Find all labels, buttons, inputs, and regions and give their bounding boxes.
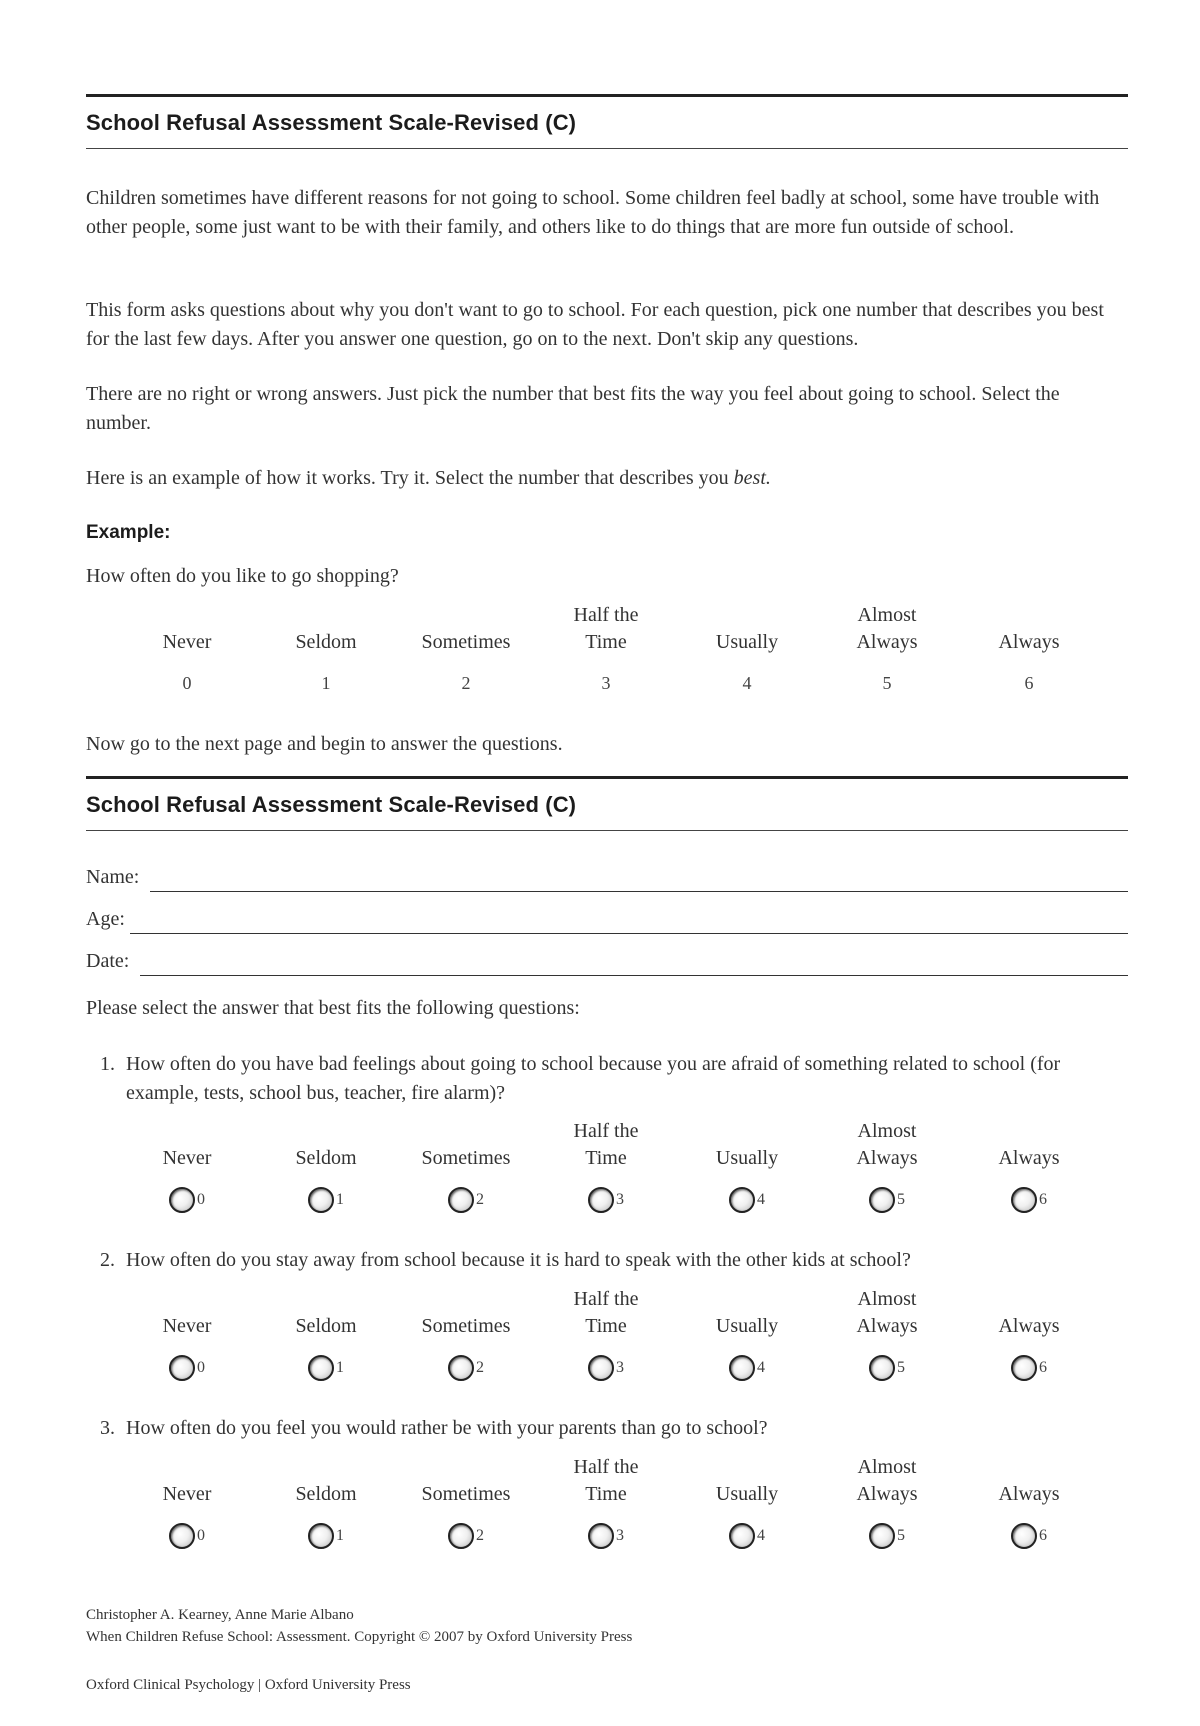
scale-label-line1: Half the	[573, 1456, 639, 1478]
scale-option-3	[531, 1286, 681, 1381]
radio-option[interactable]	[672, 1186, 822, 1213]
radio-value: 2	[476, 1359, 484, 1376]
scale-label-line2: Time	[585, 1315, 627, 1337]
radio-value: 3	[616, 1191, 624, 1208]
question-2-radio-2[interactable]	[448, 1355, 474, 1381]
scale-option-2	[391, 1118, 541, 1213]
question-1-number: 1.	[100, 1053, 115, 1075]
question-3-radio-1[interactable]	[308, 1523, 334, 1549]
date-field-row	[86, 950, 1128, 980]
scale-label-line1: Half the	[573, 1120, 639, 1142]
scale-label	[251, 1454, 401, 1508]
radio-option[interactable]	[954, 1522, 1104, 1549]
scale-option-2	[391, 602, 541, 697]
question-3-radio-5[interactable]	[869, 1523, 895, 1549]
scale-label	[812, 1454, 962, 1508]
radio-value: 6	[1039, 1359, 1047, 1376]
scale-label-line2: Sometimes	[421, 631, 511, 653]
scale-label-line2: Sometimes	[421, 1315, 511, 1337]
scale-option-6	[954, 602, 1104, 697]
question-3-radio-6[interactable]	[1011, 1523, 1037, 1549]
section-title: School Refusal Assessment Scale-Revised (C)	[86, 110, 577, 135]
radio-option[interactable]	[531, 1522, 681, 1549]
intro-paragraph-4-text: Here is an example of how it works. Try it. Select the number that describes you	[86, 467, 734, 489]
radio-option[interactable]	[672, 1354, 822, 1381]
scale-label-line2: Time	[585, 631, 627, 653]
example-scale	[86, 602, 1128, 722]
question-3	[86, 1414, 1128, 1444]
scale-label	[391, 1118, 541, 1172]
intro-paragraph-1: Children sometimes have different reasons for not going to school. Some children feel badly at school, some have trouble with other people, some just want to be with their family, and others like to do things that are more fun outside of school.	[86, 187, 1100, 238]
radio-value: 5	[897, 1527, 905, 1544]
scale-option-6	[954, 1286, 1104, 1381]
question-2-radio-6[interactable]	[1011, 1355, 1037, 1381]
example-question: How often do you like to go shopping?	[86, 565, 399, 587]
scale-label	[251, 1286, 401, 1340]
section2-top-rule	[86, 776, 1128, 779]
question-3-radio-3[interactable]	[588, 1523, 614, 1549]
radio-option[interactable]	[954, 1354, 1104, 1381]
scale-option-2	[391, 1286, 541, 1381]
scale-label-line2: Time	[585, 1483, 627, 1505]
radio-option[interactable]	[112, 1354, 262, 1381]
date-label: Date:	[86, 950, 130, 972]
radio-option[interactable]	[112, 1522, 262, 1549]
scale-label-line2: Sometimes	[421, 1147, 511, 1169]
example-label: Example:	[86, 522, 171, 543]
name-field-row	[86, 866, 1128, 896]
scale-option-1	[251, 1118, 401, 1213]
scale-label-line2: Usually	[715, 631, 779, 653]
radio-option[interactable]	[391, 1522, 541, 1549]
scale-option-0	[112, 1118, 262, 1213]
scale-label	[531, 1118, 681, 1172]
scale-option-0	[112, 1454, 262, 1549]
radio-option[interactable]	[251, 1186, 401, 1213]
scale-option-1	[251, 1286, 401, 1381]
intro-paragraph-4	[86, 464, 1128, 493]
scale-label-line1: Almost	[857, 1120, 917, 1142]
scale-label-line2: Always	[856, 1315, 918, 1337]
scale-label	[391, 1454, 541, 1508]
scale-label	[391, 602, 541, 656]
scale-label	[812, 1286, 962, 1340]
question-2	[86, 1246, 1128, 1276]
scale-value: 5	[882, 673, 892, 693]
scale-label	[251, 1118, 401, 1172]
scale-label-line2: Always	[998, 631, 1060, 653]
scale-label	[391, 1286, 541, 1340]
radio-option[interactable]	[531, 1354, 681, 1381]
page	[86, 0, 1128, 1726]
radio-value: 5	[897, 1191, 905, 1208]
question-2-radio-4[interactable]	[729, 1355, 755, 1381]
scale-label-line1: Almost	[857, 1456, 917, 1478]
scale-label	[672, 1454, 822, 1508]
scale-option-3	[531, 1454, 681, 1549]
scale-label	[672, 1286, 822, 1340]
intro-paragraph-2: This form asks questions about why you don't want to go to school. For each question, pick one number that describes you best for the last few days. After you answer one question, go on to the next. Don't skip any questions.	[86, 299, 1104, 350]
continue-text: Now go to the next page and begin to answer the questions.	[86, 733, 563, 755]
question-3-number: 3.	[100, 1417, 115, 1439]
scale-option-5	[812, 1286, 962, 1381]
scale-label	[672, 1118, 822, 1172]
scale-value: 4	[742, 673, 752, 693]
radio-value: 4	[757, 1359, 765, 1376]
question-2-radio-5[interactable]	[869, 1355, 895, 1381]
scale-value: 6	[1024, 673, 1034, 693]
scale-label-line2: Never	[162, 1483, 212, 1505]
question-2-radio-1[interactable]	[308, 1355, 334, 1381]
top-rule	[86, 94, 1128, 97]
radio-value: 6	[1039, 1527, 1047, 1544]
scale-label	[812, 602, 962, 656]
radio-value: 1	[336, 1527, 344, 1544]
scale-label-line1: Half the	[573, 1288, 639, 1310]
scale-option-4	[672, 1118, 822, 1213]
scale-label-line2: Never	[162, 631, 212, 653]
scale-label	[954, 602, 1104, 656]
radio-option[interactable]	[812, 1522, 962, 1549]
question-1-radio-6[interactable]	[1011, 1187, 1037, 1213]
title-underline	[86, 148, 1128, 149]
scale-label-line2: Usually	[715, 1147, 779, 1169]
scale-option-5	[812, 1118, 962, 1213]
radio-value: 2	[476, 1527, 484, 1544]
radio-value: 4	[757, 1191, 765, 1208]
question-2-text: How often do you stay away from school because it is hard to speak with the other kids at school?	[126, 1249, 911, 1271]
scale-label	[954, 1118, 1104, 1172]
question-1-radio-5[interactable]	[869, 1187, 895, 1213]
radio-value: 5	[897, 1359, 905, 1376]
question-1-radio-4[interactable]	[729, 1187, 755, 1213]
question-1-radio-1[interactable]	[308, 1187, 334, 1213]
scale-value: 3	[601, 673, 611, 693]
scale-label	[531, 1286, 681, 1340]
radio-option[interactable]	[251, 1354, 401, 1381]
age-input-line[interactable]	[130, 933, 1128, 934]
radio-option[interactable]	[812, 1186, 962, 1213]
scale-option-4	[672, 602, 822, 697]
scale-label-line1: Almost	[857, 1288, 917, 1310]
scale-option-1	[251, 1454, 401, 1549]
scale-label	[112, 1118, 262, 1172]
radio-value: 6	[1039, 1191, 1047, 1208]
instructions: Please select the answer that best fits the following questions:	[86, 997, 580, 1019]
question-2-scale	[86, 1286, 1128, 1406]
scale-label-line2: Seldom	[295, 631, 357, 653]
question-3-radio-2[interactable]	[448, 1523, 474, 1549]
footer-authors: Christopher A. Kearney, Anne Marie Albano	[86, 1607, 354, 1623]
scale-option-4	[672, 1454, 822, 1549]
question-3-radio-0[interactable]	[169, 1523, 195, 1549]
scale-option-1	[251, 602, 401, 697]
footer-credits	[86, 1604, 632, 1648]
scale-label	[812, 1118, 962, 1172]
name-label: Name:	[86, 866, 140, 888]
age-field-row	[86, 908, 1128, 938]
question-3-text: How often do you feel you would rather be with your parents than go to school?	[126, 1417, 768, 1439]
scale-label	[954, 1454, 1104, 1508]
radio-value: 1	[336, 1191, 344, 1208]
scale-label	[112, 602, 262, 656]
scale-label-line2: Sometimes	[421, 1483, 511, 1505]
date-input-line[interactable]	[140, 975, 1128, 976]
footer-copyright: When Children Refuse School: Assessment. Copyright © 2007 by Oxford University Press	[86, 1629, 633, 1645]
scale-label-line2: Always	[998, 1147, 1060, 1169]
scale-label-line2: Always	[856, 631, 918, 653]
radio-value: 1	[336, 1359, 344, 1376]
scale-value: 2	[461, 673, 471, 693]
scale-label-line2: Always	[856, 1483, 918, 1505]
scale-label-line2: Usually	[715, 1315, 779, 1337]
scale-label-line2: Never	[162, 1147, 212, 1169]
scale-label-line1: Half the	[573, 604, 639, 626]
question-1-radio-3[interactable]	[588, 1187, 614, 1213]
question-3-radio-4[interactable]	[729, 1523, 755, 1549]
scale-option-3	[531, 602, 681, 697]
scale-label	[531, 1454, 681, 1508]
question-1-radio-0[interactable]	[169, 1187, 195, 1213]
name-input-line[interactable]	[150, 891, 1128, 892]
scale-label-line2: Seldom	[295, 1315, 357, 1337]
scale-label	[251, 602, 401, 656]
radio-option[interactable]	[251, 1522, 401, 1549]
scale-label-line2: Always	[856, 1147, 918, 1169]
scale-label-line2: Seldom	[295, 1147, 357, 1169]
scale-label-line1: Almost	[857, 604, 917, 626]
scale-label	[112, 1454, 262, 1508]
radio-option[interactable]	[812, 1354, 962, 1381]
question-3-scale	[86, 1454, 1128, 1574]
scale-option-5	[812, 1454, 962, 1549]
question-1-text: How often do you have bad feelings about going to school because you are afraid of something related to school (for example, tests, school bus, teacher, fire alarm)?	[126, 1053, 1061, 1104]
radio-value: 0	[197, 1527, 205, 1544]
radio-value: 3	[616, 1359, 624, 1376]
intro-paragraph-4-emphasis: best.	[733, 467, 771, 489]
radio-value: 3	[616, 1527, 624, 1544]
question-1-scale	[86, 1118, 1128, 1238]
radio-option[interactable]	[954, 1186, 1104, 1213]
radio-value: 0	[197, 1359, 205, 1376]
age-label: Age:	[86, 908, 125, 930]
scale-value: 0	[182, 673, 192, 693]
radio-value: 4	[757, 1527, 765, 1544]
question-2-number: 2.	[100, 1249, 115, 1271]
radio-value: 0	[197, 1191, 205, 1208]
scale-option-5	[812, 602, 962, 697]
scale-option-0	[112, 602, 262, 697]
scale-label	[954, 1286, 1104, 1340]
question-1-radio-2[interactable]	[448, 1187, 474, 1213]
scale-option-0	[112, 1286, 262, 1381]
scale-label-line2: Seldom	[295, 1483, 357, 1505]
intro-paragraph-3: There are no right or wrong answers. Just pick the number that best fits the way you feel about going to school. Select the number.	[86, 383, 1060, 434]
scale-option-2	[391, 1454, 541, 1549]
radio-option[interactable]	[672, 1522, 822, 1549]
question-1	[86, 1050, 1128, 1110]
scale-label	[531, 602, 681, 656]
scale-label	[672, 602, 822, 656]
scale-label	[112, 1286, 262, 1340]
scale-label-line2: Always	[998, 1483, 1060, 1505]
scale-option-3	[531, 1118, 681, 1213]
question-2-radio-3[interactable]	[588, 1355, 614, 1381]
scale-label-line2: Usually	[715, 1483, 779, 1505]
radio-option[interactable]	[531, 1186, 681, 1213]
scale-label-line2: Always	[998, 1315, 1060, 1337]
radio-option[interactable]	[112, 1186, 262, 1213]
section2-title: School Refusal Assessment Scale-Revised (C)	[86, 792, 577, 817]
scale-label-line2: Never	[162, 1315, 212, 1337]
radio-option[interactable]	[391, 1186, 541, 1213]
scale-label-line2: Time	[585, 1147, 627, 1169]
section2-title-underline	[86, 830, 1128, 831]
question-2-radio-0[interactable]	[169, 1355, 195, 1381]
radio-option[interactable]	[391, 1354, 541, 1381]
scale-value: 1	[321, 673, 331, 693]
radio-value: 2	[476, 1191, 484, 1208]
scale-option-6	[954, 1454, 1104, 1549]
footer-publisher: Oxford Clinical Psychology | Oxford University Press	[86, 1677, 411, 1693]
scale-option-6	[954, 1118, 1104, 1213]
scale-option-4	[672, 1286, 822, 1381]
